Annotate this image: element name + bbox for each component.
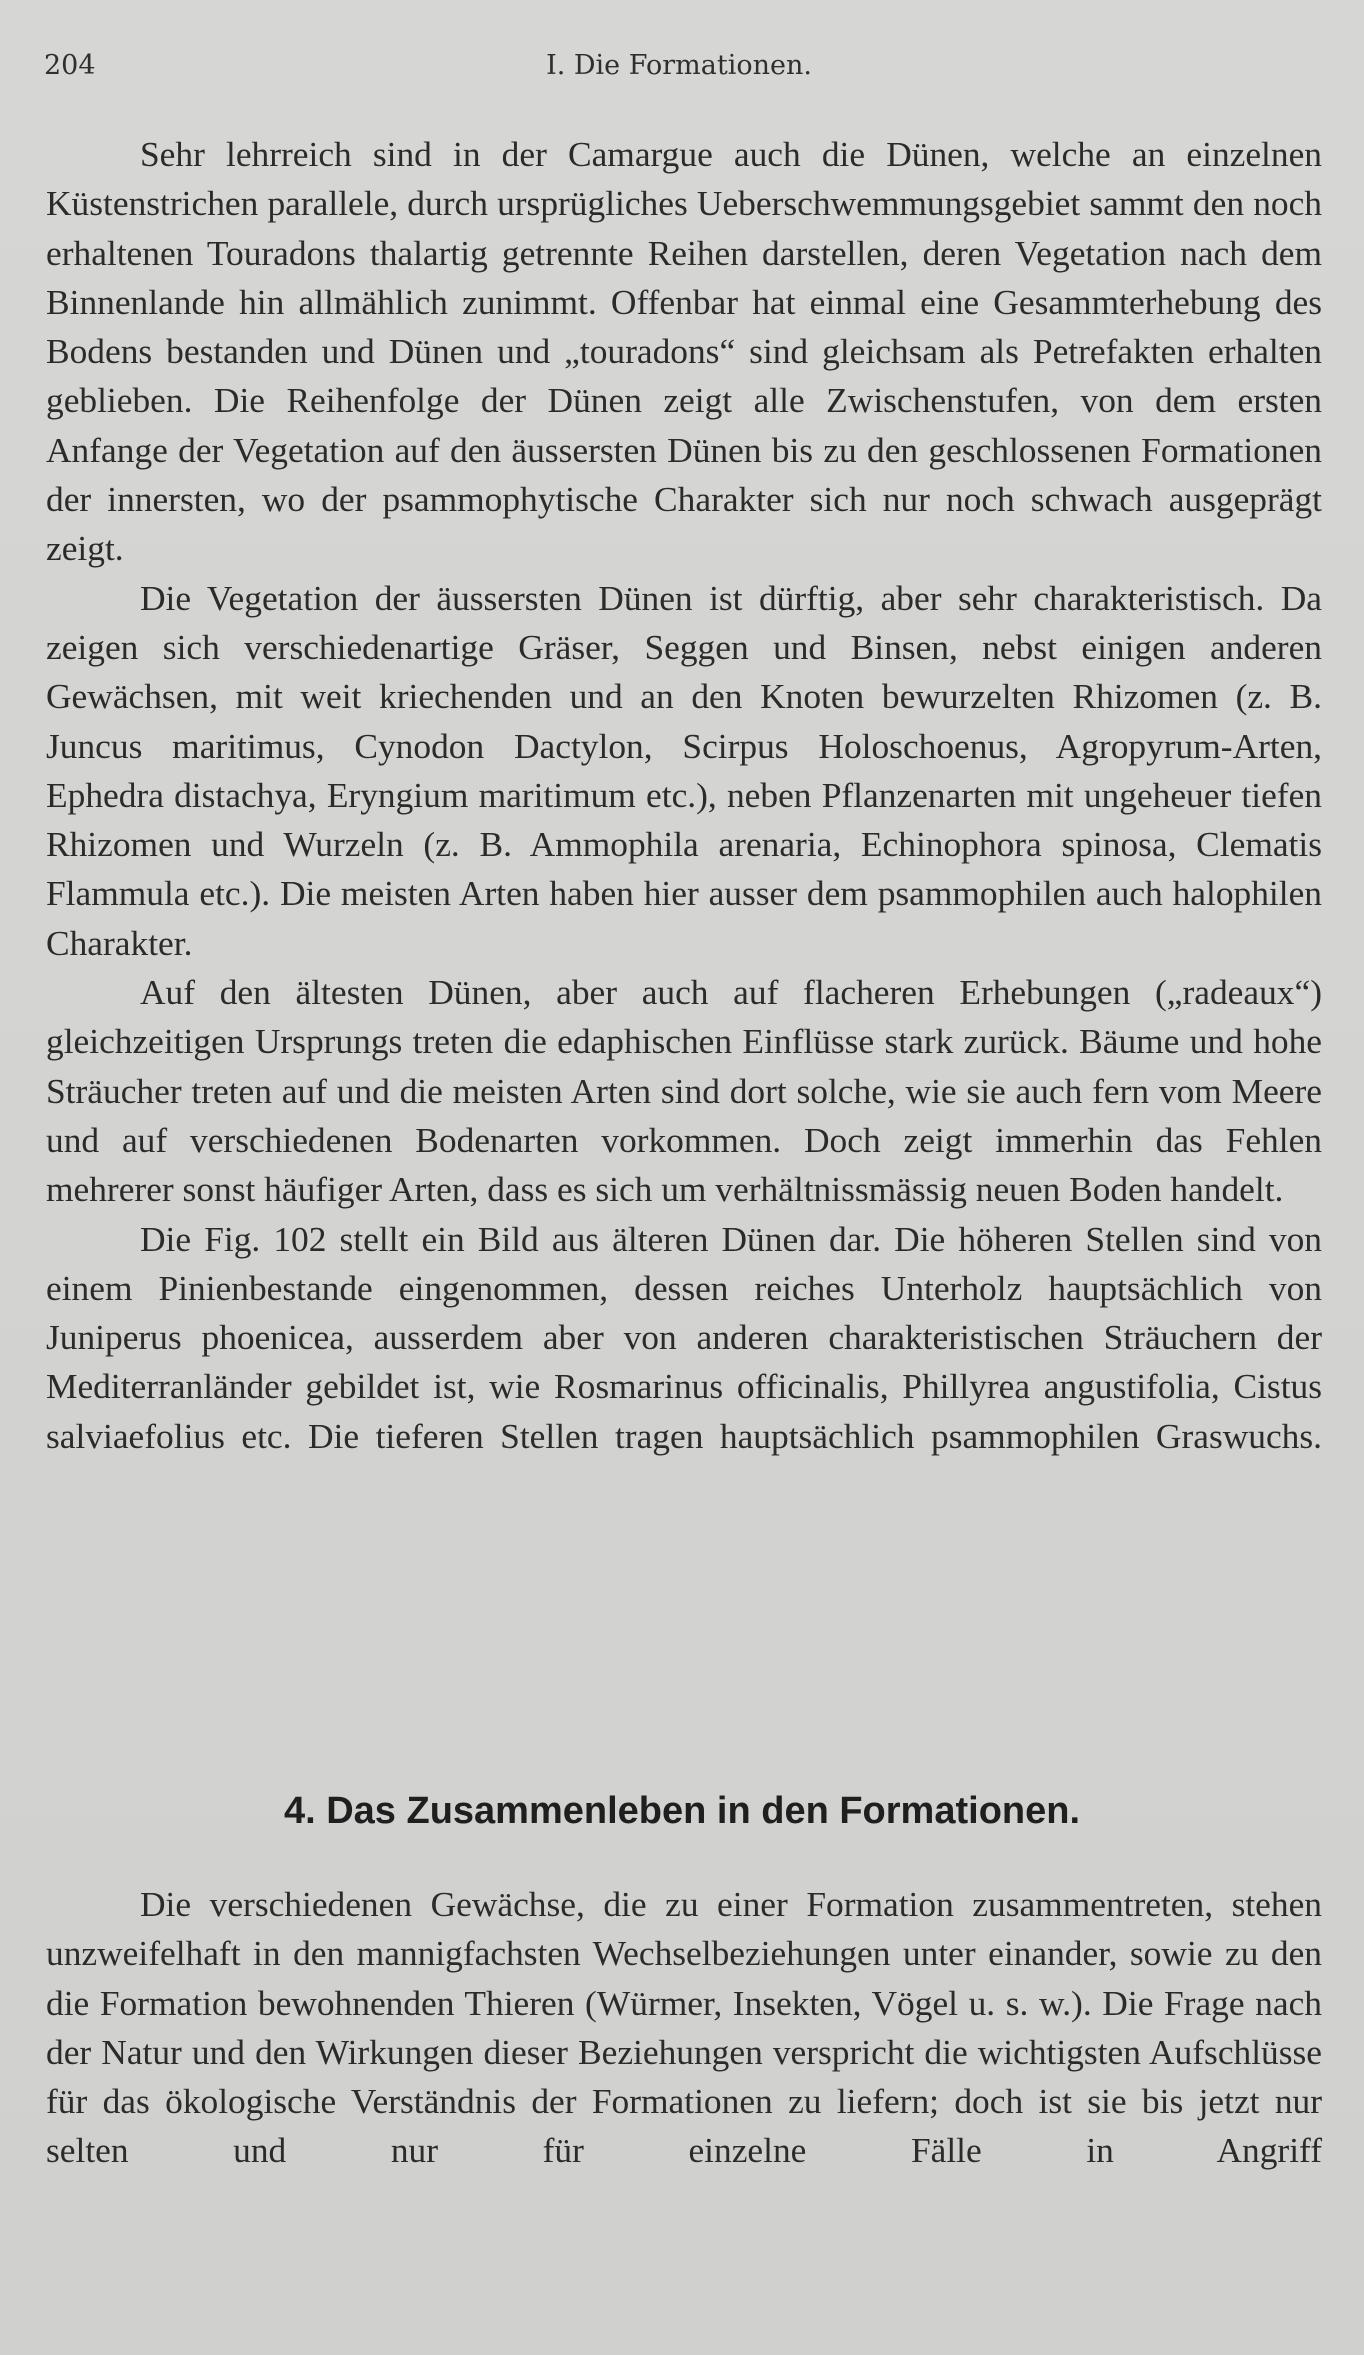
section-heading: 4. Das Zusammenleben in den Formationen. [283,1790,1081,1832]
paragraph-oldest-dunes: Auf den ältesten Dünen, aber auch auf flacheren Erhebungen („radeaux“) gleichzeitigen Ursprungs treten die edaphischen Einflüsse stark zurück. Bäume und hohe Sträucher treten auf und die meisten Arten sind dort solche, wie sie auch fern vom Meere und auf verschiedenen Bodenarten vorkommen. Doch zeigt immerhin das Fehlen mehrerer sonst häufiger Arten, dass es sich um verhältnissmässig neuen Boden handelt. [46,972,1322,1210]
paragraph-camargue-dunes: Sehr lehrreich sind in der Camargue auch die Dünen, welche an einzelnen Küstenstrichen parallele, durch ursprügliches Ueberschwemmungsgebiet sammt den noch erhaltenen Touradons thalartig getrennte Reihen darstellen, deren Vegetation nach dem Binnenlande hin allmählich zunimmt. Offenbar hat einmal eine Gesammterhebung des Bodens bestanden und Dünen und „touradons“ sind gleichsam als Petrefakten erhalten geblieben. Die Reihenfolge der Dünen zeigt alle Zwischenstufen, von dem ersten Anfange der Vegetation auf den äussersten Dünen bis zu den geschlossenen Formationen der innersten, wo der psammophytische Charakter sich nur noch schwach ausgeprägt zeigt. [46,134,1322,569]
paragraph-fig-102: Die Fig. 102 stellt ein Bild aus älteren Dünen dar. Die höheren Stellen sind von einem Pinienbestande eingenommen, dessen reiches Unterholz hauptsächlich von Juniperus phoenicea, ausserdem aber von anderen charakteristischen Sträuchern der Mediterranländer gebildet ist, wie Rosmarinus officinalis, Phillyrea angustifolia, Cistus salviaefolius etc. Die tieferen Stellen tragen hauptsächlich psammophilen Graswuchs. [46,1218,1322,1456]
text-block-bottom [46,1880,1322,2176]
running-head [44,50,1314,100]
text-block-top [46,130,1322,1461]
paragraph-coexistence: Die verschiedenen Gewächse, die zu einer Formation zusammentreten, stehen unzweifelhaft in den mannigfachsten Wechselbeziehungen unter einander, sowie zu den die Formation bewohnenden Thieren (Würmer, Insekten, Vögel u. s. w.). Die Frage nach der Natur und den Wirkungen dieser Beziehungen verspricht die wichtigsten Aufschlüsse für das ökologische Verständnis der Formationen zu liefern; doch ist sie bis jetzt nur selten und nur für einzelne Fälle in Angriff [46,1884,1322,2171]
running-title: I. Die Formationen. [546,50,812,81]
page-number: 204 [44,50,96,81]
paragraph-outer-dunes: Die Vegetation der äussersten Dünen ist dürftig, aber sehr charakteristisch. Da zeigen sich verschiedenartige Gräser, Seggen und Binsen, nebst einigen anderen Gewächsen, mit weit kriechenden und an den Knoten bewurzelten Rhizomen (z. B. Juncus maritimus, Cynodon Dactylon, Scirpus Holoschoenus, Agropyrum-Arten, Ephedra distachya, Eryngium maritimum etc.), neben Pflanzenarten mit ungeheuer tiefen Rhizomen und Wurzeln (z. B. Ammophila arenaria, Echinophora spinosa, Clematis Flammula etc.). Die meisten Arten haben hier ausser dem psammophilen auch halophilen Charakter. [46,577,1322,963]
